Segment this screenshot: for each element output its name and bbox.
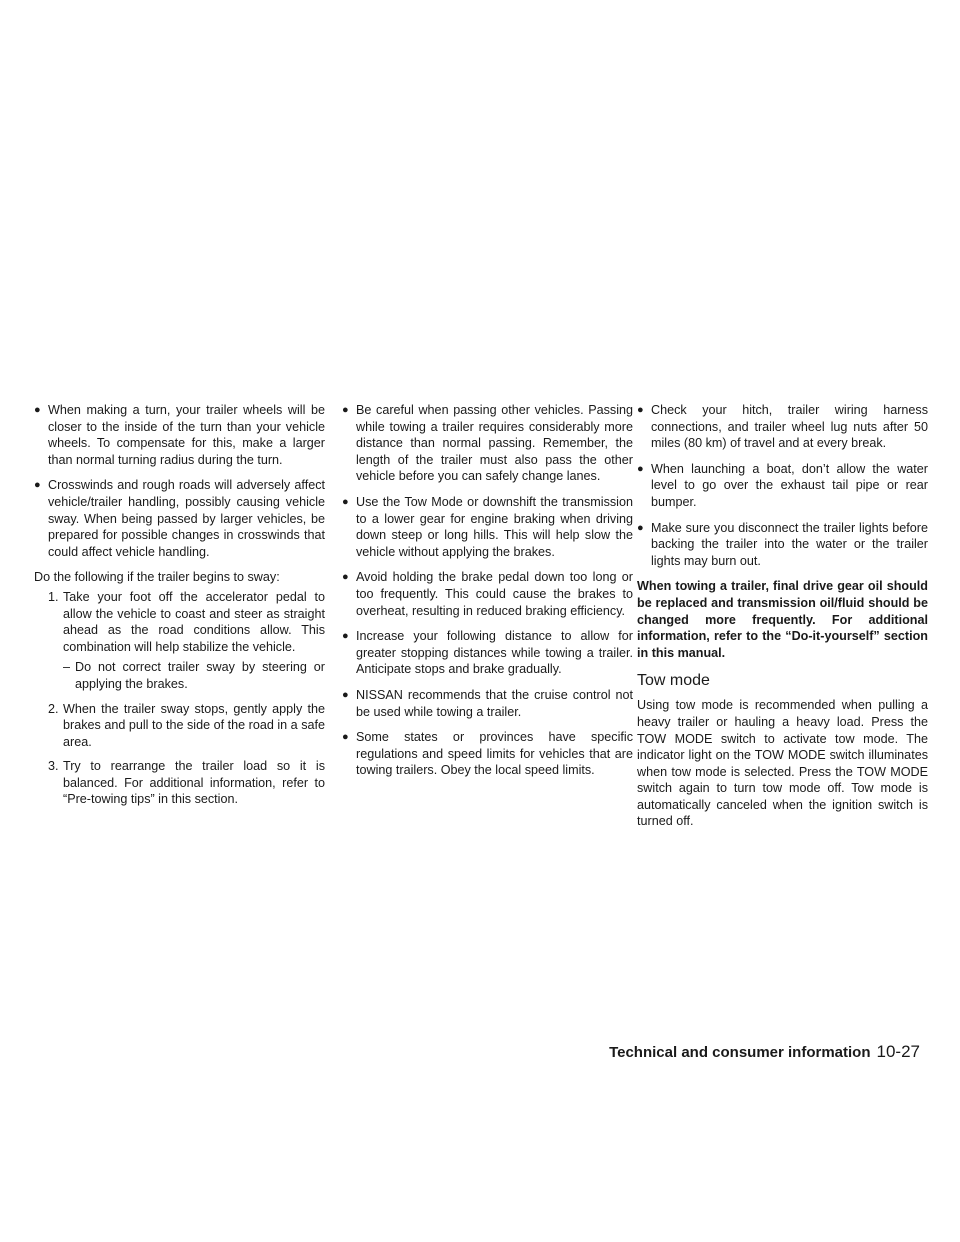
bullet-icon: ●	[34, 479, 41, 492]
bullet-icon: ●	[637, 404, 644, 416]
bullet-item	[342, 494, 633, 560]
page-footer	[590, 1042, 920, 1062]
page-number: 10-27	[876, 1042, 920, 1061]
bullet-icon: ●	[34, 404, 41, 416]
bullet-text: Crosswinds and rough roads will adversely affect vehicle/trailer handling, possibly causing vehicle sway. When being passed by larger vehicles, be prepared for possible changes in crosswinds that could affect vehicle handling.	[48, 478, 325, 559]
step-number: 3.	[48, 759, 59, 774]
bullet-text: Avoid holding the brake pedal down too long or too frequently. This could cause the brakes to overheat, resulting in reduced braking efficiency.	[356, 570, 633, 618]
bullet-text: Be careful when passing other vehicles. Passing while towing a trailer requires considerably more distance than normal passing. Remember, the length of the trailer must also pass the other vehicle before you can safely change lanes.	[356, 403, 633, 484]
bullet-text: Check your hitch, trailer wiring harness connections, and trailer wheel lug nuts after 50 miles (80 km) of travel and at every break.	[651, 403, 928, 451]
step-item	[34, 758, 325, 808]
bullet-item	[342, 729, 633, 779]
bullet-icon: ●	[342, 404, 349, 416]
bullet-icon: ●	[342, 495, 349, 508]
bullet-text: Use the Tow Mode or downshift the transmission to a lower gear for engine braking when driving down steep or long hills. This will help slow the vehicle without applying the brakes.	[356, 494, 633, 559]
bullet-text: When making a turn, your trailer wheels will be closer to the inside of the turn than your vehicle wheels. To compensate for this, make a larger than normal turning radius during the turn.	[48, 403, 325, 467]
bullet-text: NISSAN recommends that the cruise control not be used while towing a trailer.	[356, 687, 633, 719]
step-text: Try to rearrange the trailer load so it is balanced. For additional information, refer to “Pre-towing tips” in this section.	[63, 759, 325, 807]
bullet-icon: ●	[342, 630, 349, 643]
bullet-text: When launching a boat, don’t allow the water level to go over the exhaust tail pipe or rear bumper.	[651, 461, 928, 509]
column-2	[342, 402, 633, 788]
bullet-item	[637, 461, 928, 511]
step-item	[34, 589, 325, 693]
sway-intro: Do the following if the trailer begins to sway:	[34, 570, 280, 585]
bullet-icon: ●	[637, 521, 644, 534]
bullet-text: Some states or provinces have specific regulations and speed limits for vehicles that are towing trailers. Obey the local speed limits.	[356, 730, 633, 778]
bullet-item	[342, 687, 633, 720]
tow-mode-paragraph: Using tow mode is recommended when pulling a heavy trailer or hauling a heavy load. Press the TOW MODE switch to activate tow mode. The indicator light on the TOW MODE switch illuminates when tow mode is selected. Press the TOW MODE switch again to turn tow mode off. Tow mode is automatically canceled when the ignition switch is turned off.	[637, 698, 928, 829]
bullet-item	[34, 402, 325, 468]
dash-icon: –	[63, 660, 71, 675]
step-number: 1.	[48, 589, 59, 604]
bullet-item	[342, 402, 633, 485]
step-item	[34, 701, 325, 751]
sub-note-text: Do not correct trailer sway by steering or applying the brakes.	[75, 660, 325, 691]
column-3	[637, 402, 928, 830]
bullet-icon: ●	[342, 571, 349, 584]
step-text: Take your foot off the accelerator pedal to allow the vehicle to coast and steer as straight ahead as the road conditions allow. This combination will help stabilize the vehicle.	[63, 589, 325, 654]
footer-section-title: Technical and consumer information	[609, 1044, 871, 1061]
bullet-text: Increase your following distance to allow for greater stopping distances while towing a trailer. Anticipate stops and brake gradually.	[356, 629, 633, 677]
bullet-item	[34, 477, 325, 560]
section-heading-tow-mode: Tow mode	[637, 672, 710, 690]
step-text: When the trailer sway stops, gently apply the brakes and pull to the side of the road in a safe area.	[63, 701, 325, 749]
bullet-item	[342, 569, 633, 619]
gear-oil-note: When towing a trailer, final drive gear oil should be replaced and transmission oil/fluid should be changed more frequently. For additional information, refer to the “Do-it-yourself” section in this manual.	[637, 579, 928, 660]
bullet-item	[637, 520, 928, 570]
bullet-icon: ●	[342, 731, 349, 744]
bullet-text: Make sure you disconnect the trailer lights before backing the trailer into the water or the trailer lights may burn out.	[651, 520, 928, 568]
bullet-icon: ●	[342, 688, 349, 701]
column-1	[34, 402, 325, 816]
bullet-item	[342, 628, 633, 678]
bullet-icon: ●	[637, 462, 644, 475]
bullet-item	[637, 402, 928, 452]
step-number: 2.	[48, 701, 59, 716]
sub-note	[34, 659, 325, 692]
